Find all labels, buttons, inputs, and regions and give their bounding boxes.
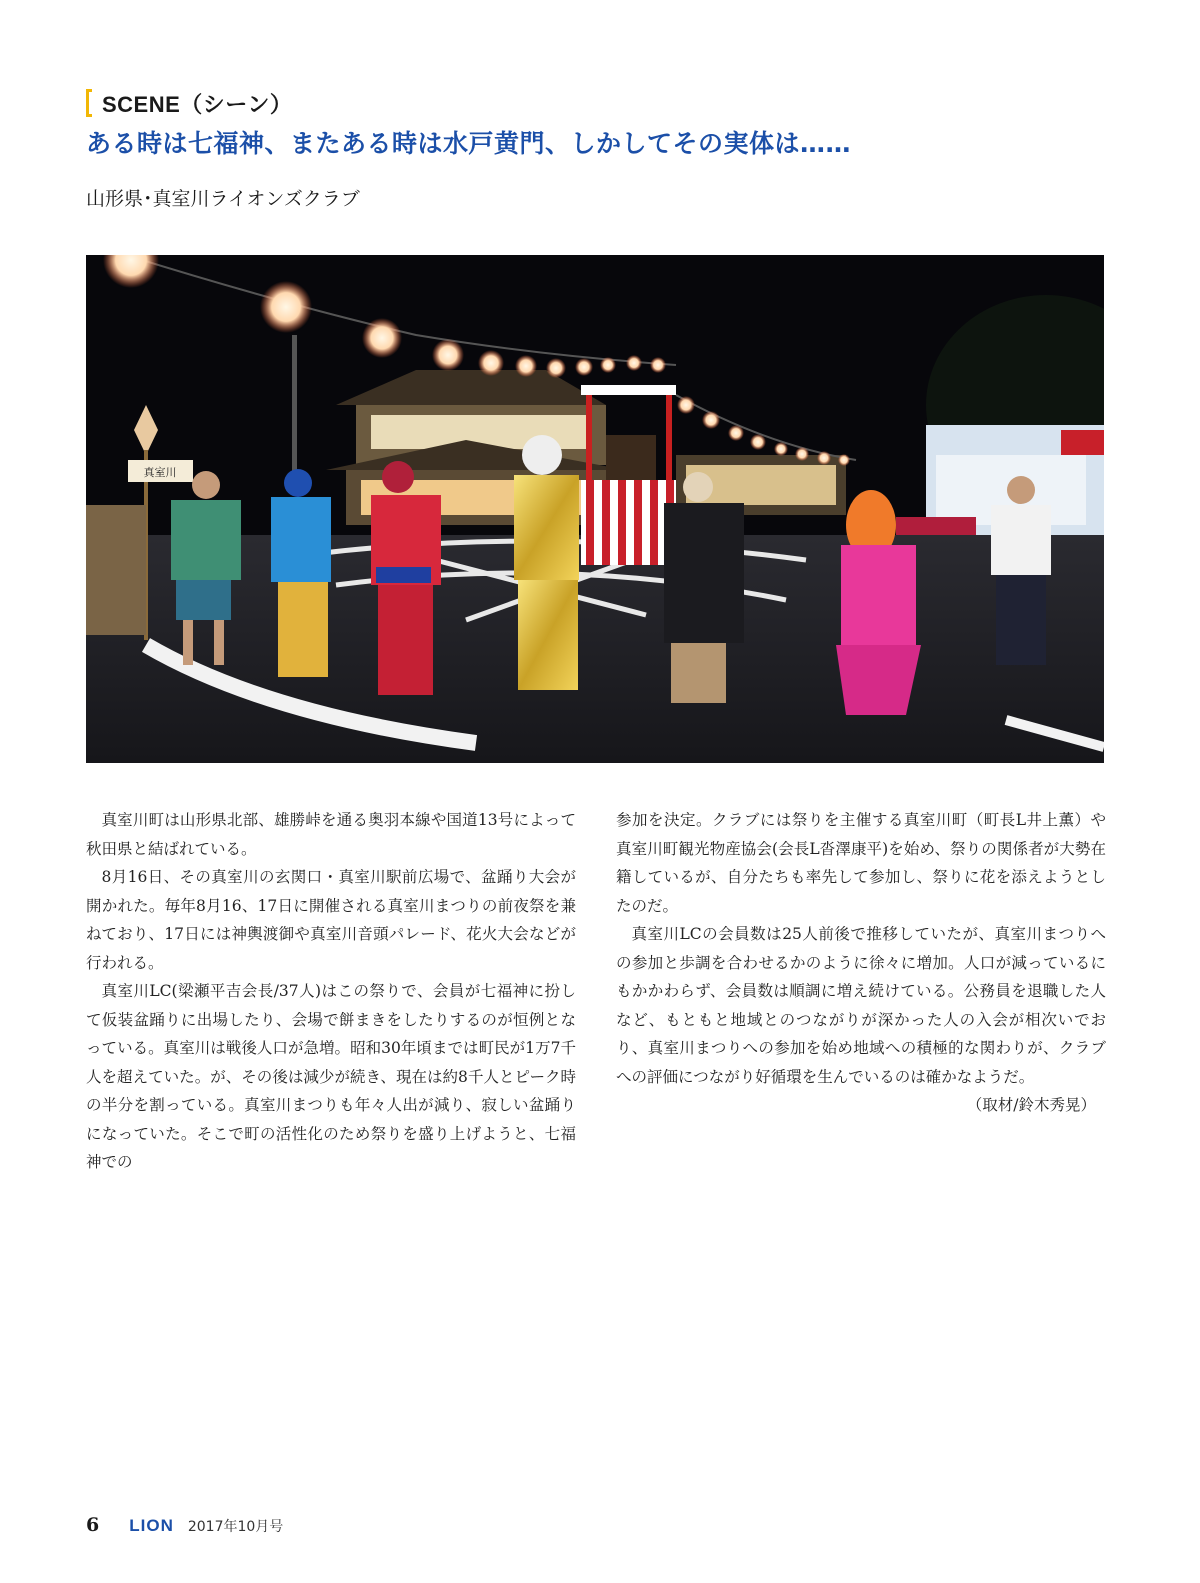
festival-photo (86, 255, 1104, 763)
section-tag (86, 88, 292, 118)
paragraph: 8月16日、その真室川の玄関口・真室川駅前広場で、盆踊り大会が開かれた。毎年8月16、17日に開催される真室川まつりの前夜祭を兼ねており、17日には神輿渡御や真室川音頭パレード、花火大会などが行われる。 (86, 868, 576, 972)
bracket-icon (86, 89, 92, 117)
credit: （取材/鈴木秀晃） (966, 1096, 1096, 1114)
page-number: 6 (86, 1514, 100, 1536)
paragraph: 参加を決定。クラブには祭りを主催する真室川町（町長L井上薫）や真室川町観光物産協会(会長L沓澤康平)を始め、祭りの関係者が大勢在籍しているが、自分たちも率先して参加し、祭りに花を添えようとしたのだ。 (616, 811, 1106, 915)
section-label: SCENE（シーン） (102, 91, 293, 117)
club-name: 山形県･真室川ライオンズクラブ (86, 188, 360, 210)
headline: ある時は七福神、またある時は水戸黄門、しかしてその実体は…… (86, 129, 852, 158)
footer (86, 1514, 283, 1536)
paragraph: 真室川町は山形県北部、雄勝峠を通る奥羽本線や国道13号によって秋田県と結ばれている。 (86, 811, 576, 858)
issue-date: 2017年10月号 (187, 1519, 284, 1535)
paragraph: 真室川LC(梁瀬平吉会長/37人)はこの祭りで、会員が七福神に扮して仮装盆踊りに出場したり、会場で餅まきをしたりするのが恒例となっている。真室川は戦後人口が急増。昭和30年頃までは町民が1万7千人を超えていた。が、その後は減少が続き、現在は約8千人とピーク時の半分を割っている。真室川まつりも年々人出が減り、寂しい盆踊りになっていた。そこで町の活性化のため祭りを盛り上げようと、七福神での (86, 982, 576, 1171)
article-column-left (86, 806, 576, 1177)
paragraph: 真室川LCの会員数は25人前後で推移していたが、真室川まつりへの参加と歩調を合わせるかのように徐々に増加。人口が減っているにもかかわらず、会員数は順調に増え続けている。公務員を退職した人など、もともと地域とのつながりが深かった人の入会が相次いでおり、真室川まつりへの参加を始め地域への積極的な関わりが、クラブへの評価につながり好循環を生んでいるのは確かなようだ。 (616, 925, 1106, 1086)
sign-text: 真室川 (143, 466, 177, 479)
magazine-name: LION (129, 1516, 174, 1535)
article-column-right (616, 806, 1106, 1120)
